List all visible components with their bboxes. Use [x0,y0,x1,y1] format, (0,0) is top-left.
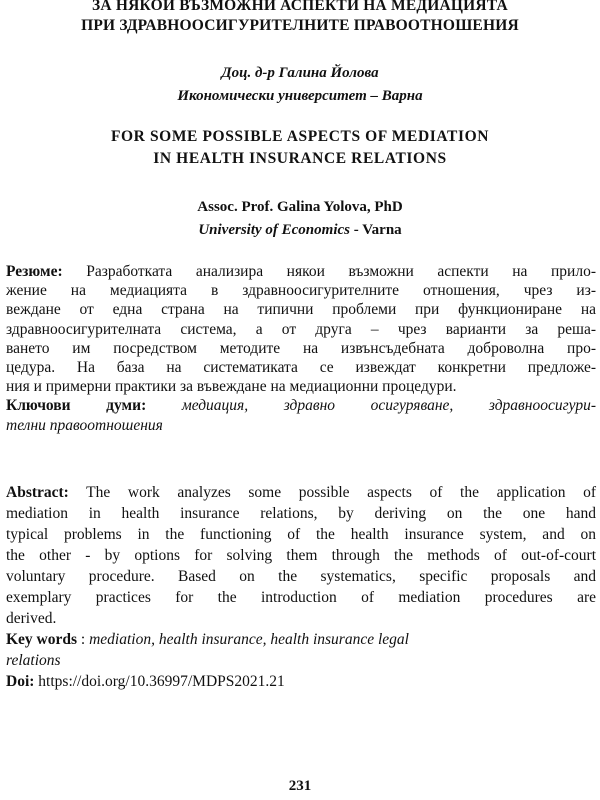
title-en-line-1: FOR SOME POSSIBLE ASPECTS OF MEDIATION [110,128,490,145]
university-city: - Varna [349,222,402,238]
doi-label: Doi: [6,673,35,690]
author-english: Assoc. Prof. Galina Yolova, PhD [197,199,403,215]
keywords-bg-text: медиация, здравно осигуряване, здравноосигури- [181,397,596,415]
abstract-line: mediation in health insurance relations, by deriving on the one hand [6,505,596,522]
resume-label: Резюме: [6,263,63,280]
resume-line: Резюме: Разработката анализира някои възможни аспекти на прило- [6,263,596,280]
keywords-en-text: mediation, health insurance, health insurance legal [89,631,409,648]
title-bulgarian [0,0,600,36]
keywords-en-line: Key words : mediation, health insurance, health insurance legal [6,631,409,648]
keywords-en-label: Key words [6,631,78,648]
abstract-line: Abstract: The work analyzes some possible aspects of the application of [6,484,596,501]
page-number: 231 [288,778,312,794]
keywords-bg-line: Ключови думи: медиация, здравно осигуряване, здравноосигури- [6,397,596,415]
title-english [0,126,600,170]
title-bg-line-1: ЗА НЯКОИ ВЪЗМОЖНИ АСПЕКТИ НА МЕДИАЦИЯТА [92,0,508,14]
abstract-paragraph [6,482,596,692]
abstract-line: exemplary practices for the introduction of mediation procedures are [6,589,596,606]
title-en-line-2: IN HEALTH INSURANCE RELATIONS [153,150,447,167]
resume-line: ването им посредством методите на извънсъдебната доброволна про- [6,339,596,357]
abstract-label: Abstract: [6,484,69,501]
resume-line: ния и примерни практики за въвеждане на медиационни процедури. [6,378,457,396]
keywords-bg-label: Ключови думи [6,397,142,415]
resume-line: жение на медиацията в здравноосигурителните отношения, чрез из- [6,282,596,300]
resume-line: здравноосигурителната система, а от друга – чрез варианти за реша- [6,320,596,338]
abstract-line: derived. [6,610,57,627]
keywords-bg-line-2: телни правоотношения [6,416,163,434]
affiliation-bulgarian: Икономически университет – Варна [177,88,423,104]
abstract-line: the other - by options for solving them through the methods of out-of-court [6,547,596,564]
doi-line [6,671,596,692]
abstract-line: typical problems in the functioning of the health insurance system, and on [6,526,596,543]
resume-line: цедура. На база на систематиката се извеждат конкретни предложе- [6,358,596,376]
resume-line: веждане от една страна на типични проблеми при функциониране на [6,301,596,319]
title-bg-line-2: ПРИ ЗДРАВНООСИГУРИТЕЛНИТЕ ПРАВООТНОШЕНИЯ [81,17,519,34]
affiliation-english [0,219,600,241]
author-bulgarian: Доц. д-р Галина Йолова [221,65,379,81]
abstract-line: voluntary procedure. Based on the systematics, specific proposals and [6,568,596,585]
university-name: University of Economics [198,222,350,238]
keywords-en-line-2: relations [6,652,61,669]
doi-link[interactable]: https://doi.org/10.36997/MDPS2021.21 [34,673,285,690]
resume-paragraph [6,262,596,435]
